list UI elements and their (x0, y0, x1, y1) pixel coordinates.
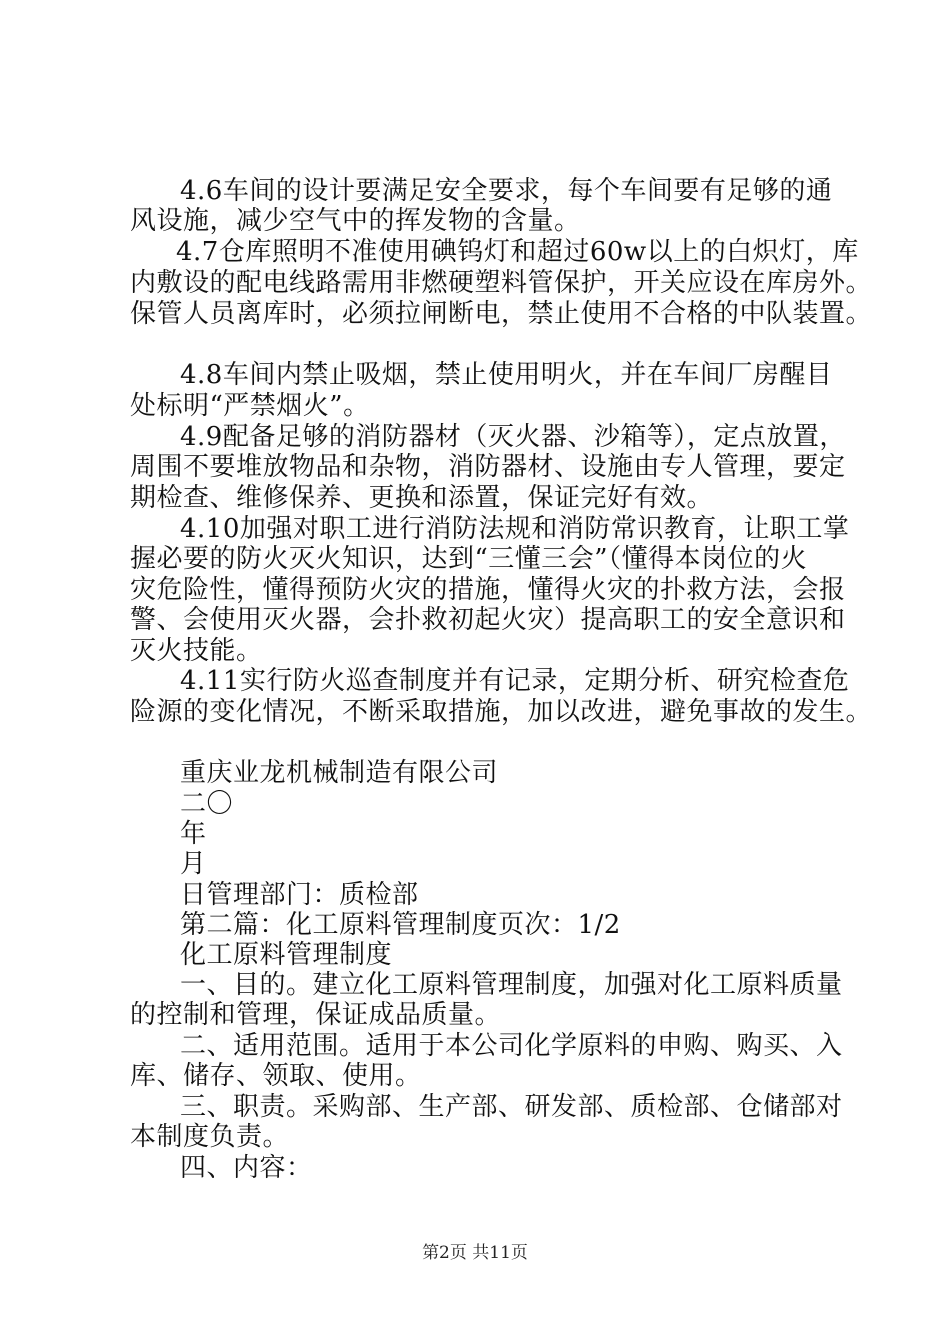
department-line: 日管理部门：质检部 (180, 880, 419, 910)
paragraph-line: 期检查、维修保养、更换和添置，保证完好有效。 (130, 483, 714, 513)
section-heading: 第二篇：化工原料管理制度页次：1/2 (180, 910, 621, 940)
paragraph-line: 4.10加强对职工进行消防法规和消防常识教育，让职工掌 (180, 514, 850, 544)
section-title: 化工原料管理制度 (180, 940, 393, 970)
paragraph-line: 处标明“严禁烟火”。 (130, 391, 370, 421)
paragraph-line: 4.11实行防火巡查制度并有记录，定期分析、研究检查危 (180, 666, 850, 696)
paragraph-line: 二、适用范围。适用于本公司化学原料的申购、购买、入 (180, 1031, 843, 1061)
paragraph-line: 灾危险性，懂得预防火灾的措施，懂得火灾的扑救方法，会报 (130, 575, 846, 605)
paragraph-line: 一、目的。建立化工原料管理制度，加强对化工原料质量 (180, 970, 843, 1000)
paragraph-line: 风设施，减少空气中的挥发物的含量。 (130, 206, 581, 236)
date-line: 月 (180, 849, 207, 879)
paragraph-line: 握必要的防火灭火知识，达到“三懂三会”（懂得本岗位的火 (130, 544, 808, 574)
paragraph-line: 警、会使用灭火器，会扑救初起火灾）提高职工的安全意识和 (130, 605, 846, 635)
date-line: 年 (180, 819, 207, 849)
paragraph-line: 四、内容： (180, 1153, 313, 1183)
paragraph-line: 三、职责。采购部、生产部、研发部、质检部、仓储部对 (180, 1092, 843, 1122)
paragraph-line: 本制度负责。 (130, 1122, 290, 1152)
paragraph-line: 4.9配备足够的消防器材（灭火器、沙箱等），定点放置， (180, 422, 846, 452)
company-name: 重庆业龙机械制造有限公司 (180, 758, 499, 788)
paragraph-line: 4.7仓库照明不准使用碘钨灯和超过60w以上的白炽灯，库 (176, 237, 859, 267)
date-line: 二〇 (180, 789, 234, 819)
paragraph-line: 保管人员离库时，必须拉闸断电，禁止使用不合格的中队装置。 (130, 299, 873, 329)
paragraph-line: 险源的变化情况，不断采取措施，加以改进，避免事故的发生。 (130, 697, 873, 727)
page-number: 第2页 共11页 (422, 1243, 528, 1263)
paragraph-line: 周围不要堆放物品和杂物，消防器材、设施由专人管理，要定 (130, 452, 846, 482)
paragraph-line: 库、储存、领取、使用。 (130, 1061, 422, 1091)
paragraph-line: 内敷设的配电线路需用非燃硬塑料管保护，开关应设在库房外。 (130, 268, 873, 298)
paragraph-line: 4.8车间内禁止吸烟，禁止使用明火，并在车间厂房醒目 (180, 360, 833, 390)
paragraph-line: 灭火技能。 (130, 636, 263, 666)
paragraph-line: 4.6车间的设计要满足安全要求，每个车间要有足够的通 (180, 176, 833, 206)
paragraph-line: 的控制和管理，保证成品质量。 (130, 1000, 502, 1030)
